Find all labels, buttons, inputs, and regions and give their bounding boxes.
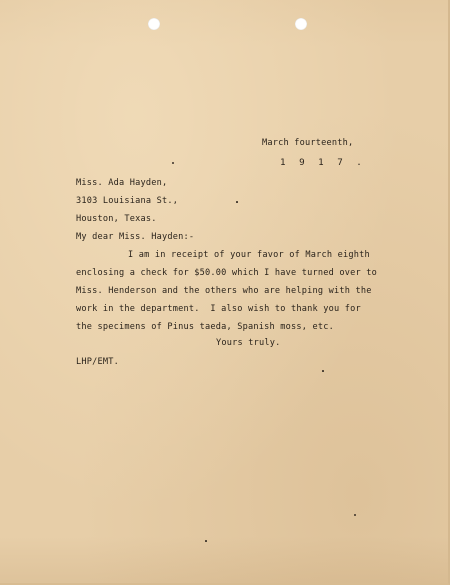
body-line: I am in receipt of your favor of March eighth bbox=[128, 250, 370, 260]
recipient-street: 3103 Louisiana St., bbox=[76, 196, 179, 206]
body-line: Miss. Henderson and the others who are helping with the bbox=[76, 286, 372, 296]
letter-year: 1 9 1 7 . bbox=[280, 157, 366, 168]
paper-speck bbox=[205, 540, 207, 542]
recipient-city: Houston, Texas. bbox=[76, 214, 157, 224]
paper-speck bbox=[354, 514, 356, 516]
punch-hole-left bbox=[148, 18, 160, 30]
paper-speck bbox=[322, 370, 324, 372]
punch-hole-right bbox=[295, 18, 307, 30]
letter-date: March fourteenth, bbox=[262, 138, 354, 148]
body-line: enclosing a check for $50.00 which I have turned over to bbox=[76, 268, 377, 278]
salutation: My dear Miss. Hayden:- bbox=[76, 232, 195, 242]
recipient-name: Miss. Ada Hayden, bbox=[76, 178, 168, 188]
closing: Yours truly. bbox=[216, 338, 281, 348]
paper-speck bbox=[236, 201, 238, 203]
body-line: work in the department. I also wish to thank you for bbox=[76, 304, 361, 314]
reference-initials: LHP/EMT. bbox=[76, 357, 119, 367]
paper-speck bbox=[172, 162, 174, 164]
body-line: the specimens of Pinus taeda, Spanish moss, etc. bbox=[76, 322, 334, 332]
